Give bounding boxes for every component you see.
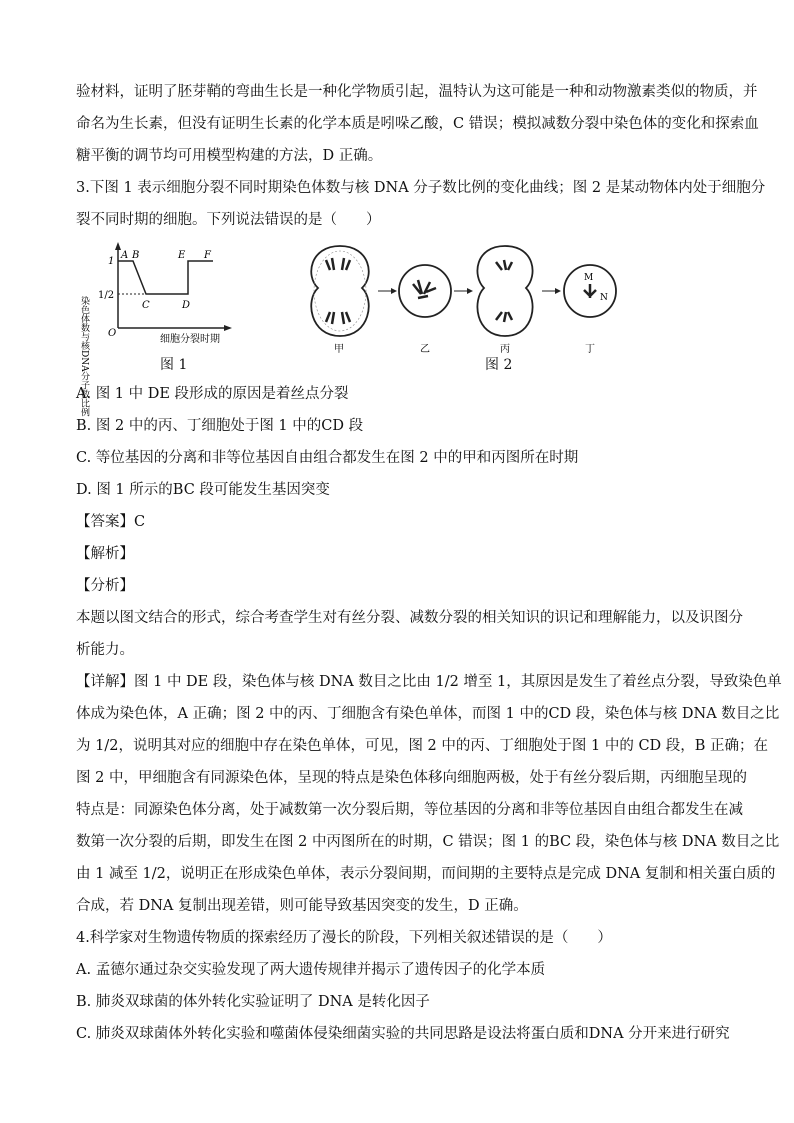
detail-line: 图 2 中，甲细胞含有同源染色体，呈现的特点是染色体移向细胞两极，处于有丝分裂后期，丙细胞呈现的 (76, 770, 747, 786)
fig1-point-d: D (182, 300, 191, 311)
figure-2-cells (300, 236, 620, 356)
q4-option-a: A. 孟德尔通过杂交实验发现了两大遗传规律并揭示了遗传因子的化学本质 (76, 962, 546, 978)
detail-line: 数第一次分裂的后期，即发生在图 2 中丙图所在的时期，C 错误；图 1 的BC 段，染色体与核 DNA 数目之比 (76, 834, 780, 850)
fig1-x-label: 细胞分裂时期 (160, 334, 220, 345)
fig1-tick-origin: O (108, 328, 117, 339)
cell-jia (311, 246, 368, 336)
fenxi-line: 析能力。 (76, 642, 134, 658)
q4-option-b: B. 肺炎双球菌的体外转化实验证明了 DNA 是转化因子 (76, 994, 430, 1010)
intro-paragraph (76, 76, 759, 172)
fig1-tick-half: 1/2 (98, 290, 115, 301)
option-b: B. 图 2 中的丙、丁细胞处于图 1 中的CD 段 (76, 418, 364, 434)
option-d: D. 图 1 所示的BC 段可能发生基因突变 (76, 482, 330, 498)
fig1-caption: 图 1 (160, 357, 188, 373)
fig2-caption: 图 2 (485, 357, 513, 373)
analysis-heading: 【解析】 (76, 546, 134, 562)
fenxi-line: 本题以图文结合的形式，综合考查学生对有丝分裂、减数分裂的相关知识的识记和理解能力，以及识图分 (76, 610, 743, 626)
fig1-y-label: 染色体数与核DNA分子数比例 (79, 296, 89, 417)
detail-line: 【详解】图 1 中 DE 段，染色体与核 DNA 数目之比由 1/2 增至 1，其原因是发生了着丝点分裂，导致染色单 (76, 674, 782, 690)
label-ding: 丁 (585, 344, 595, 355)
option-c: C. 等位基因的分离和非等位基因自由组合都发生在图 2 中的甲和丙图所在时期 (76, 450, 579, 466)
question-4-stem: 4.科学家对生物遗传物质的探索经历了漫长的阶段，下列相关叙述错误的是（ ） (76, 930, 612, 946)
cell-yi (399, 265, 451, 317)
label-bing: 丙 (500, 344, 510, 355)
fig1-tick-1: 1 (108, 256, 115, 267)
detail-line: 体成为染色体，A 正确；图 2 中的丙、丁细胞含有染色单体，而图 1 中的CD 段，染色体与核 DNA 数目之比 (76, 706, 780, 722)
stem-line: 3.下图 1 表示细胞分裂不同时期染色体数与核 DNA 分子数比例的变化曲线；图 2 是某动物体内处于细胞分 (76, 180, 766, 196)
question-3-options (76, 378, 782, 1050)
option-a: A. 图 1 中 DE 段形成的原因是着丝点分裂 (76, 386, 349, 402)
cell-ding (564, 265, 616, 317)
fig1-point-a: A (121, 250, 129, 261)
fig1-point-c: C (142, 300, 150, 311)
stem-line: 裂不同时期的细胞。下列说法错误的是（ ） (76, 212, 381, 228)
q4-option-c: C. 肺炎双球菌体外转化实验和噬菌体侵染细菌实验的共同思路是设法将蛋白质和DNA 分开来进行研究 (76, 1026, 730, 1042)
detail-line: 为 1/2，说明其对应的细胞中存在染色单体，可见，图 2 中的丙、丁细胞处于图 1 中的 CD 段，B 正确；在 (76, 738, 769, 754)
intro-line: 验材料，证明了胚芽鞘的弯曲生长是一种化学物质引起，温特认为这可能是一种和动物激素类似的物质，并 (76, 84, 758, 100)
fig1-point-b: B (132, 250, 140, 261)
detail-line: 特点是：同源染色体分离，处于减数第一次分裂后期，等位基因的分离和非等位基因自由组合都发生在减 (76, 802, 743, 818)
marker-m: M (584, 273, 594, 283)
fig1-point-f: F (204, 250, 211, 261)
fenxi-heading: 【分析】 (76, 578, 134, 594)
detail-line: 合成，若 DNA 复制出现差错，则可能导致基因突变的发生，D 正确。 (76, 898, 528, 914)
cell-bing (477, 246, 532, 336)
marker-n: N (600, 293, 608, 303)
answer: 【答案】C (76, 514, 146, 530)
question-3-stem (76, 172, 766, 236)
intro-line: 糖平衡的调节均可用模型构建的方法，D 正确。 (76, 148, 383, 164)
label-jia: 甲 (334, 344, 344, 355)
intro-line: 命名为生长素，但没有证明生长素的化学本质是吲哚乙酸，C 错误；模拟减数分裂中染色体的变化和探索血 (76, 116, 759, 132)
label-yi: 乙 (420, 344, 430, 355)
fig1-point-e: E (178, 250, 186, 261)
detail-line: 由 1 减至 1/2，说明正在形成染色单体，表示分裂间期，而间期的主要特点是完成 DNA 复制和相关蛋白质的 (76, 866, 776, 882)
